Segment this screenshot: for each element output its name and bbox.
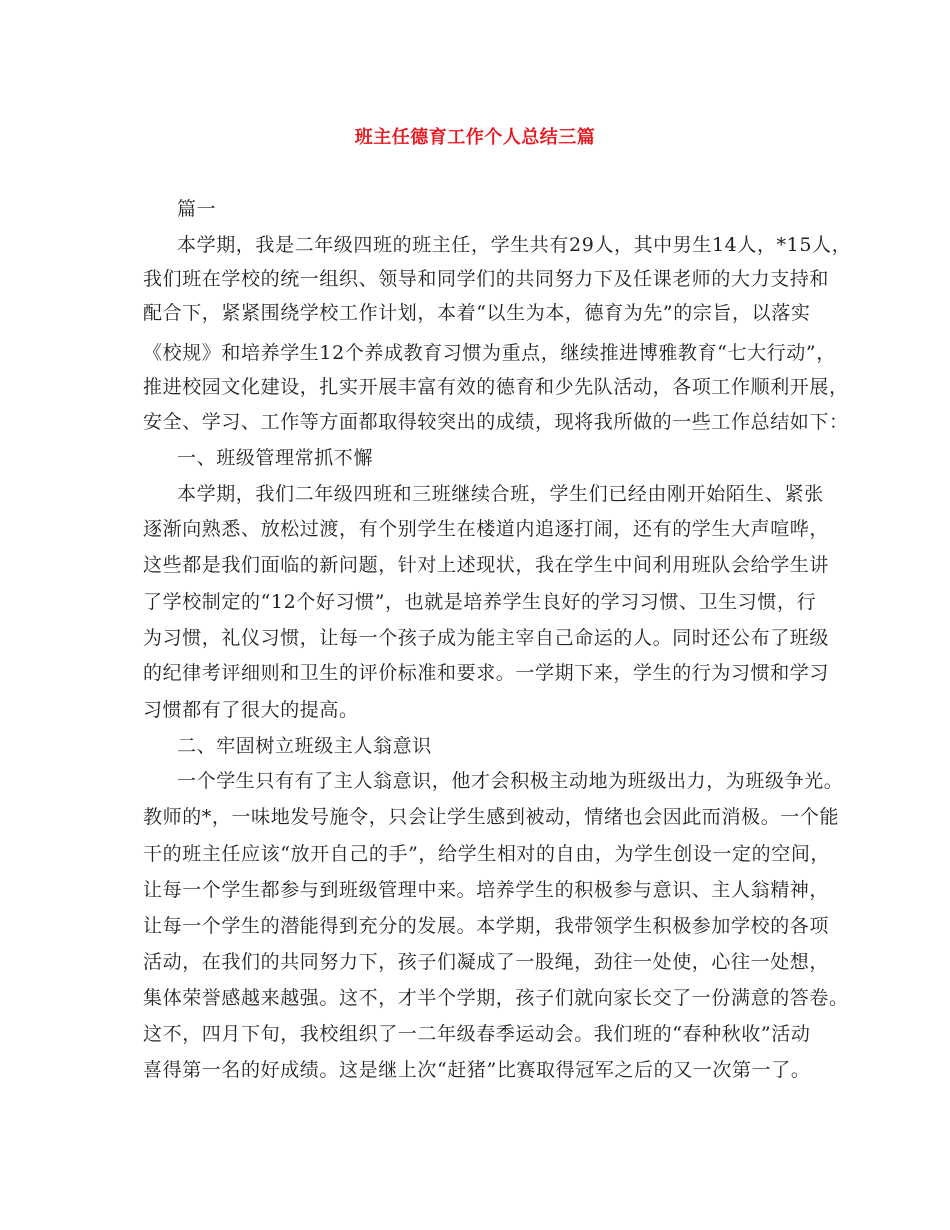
- paragraph-line: 本学期，我们二年级四班和三班继续合班，学生们已经由刚开始陌生、紧张: [177, 483, 824, 505]
- paragraph-line: 干的班主任应该“放开自己的手”，给学生相对的自由，为学生创设一定的空间，: [143, 843, 831, 865]
- section-heading: 一、班级管理常抓不懈: [177, 447, 374, 469]
- paragraph-line: 的纪律考评细则和卫生的评价标准和要求。一学期下来，学生的行为习惯和学习: [143, 662, 830, 684]
- paragraph-line: 习惯都有了很大的提高。: [143, 699, 359, 721]
- paragraph-line: 喜得第一名的好成绩。这是继上次“赶猪”比赛取得冠军之后的又一次第一了。: [143, 1059, 811, 1081]
- section-heading: 二、牢固树立班级主人翁意识: [177, 735, 432, 757]
- paragraph-line: 这些都是我们面临的新问题，针对上述现状，我在学生中间利用班队会给学生讲: [143, 554, 830, 576]
- paragraph-line: 逐渐向熟悉、放松过渡，有个别学生在楼道内追逐打闹，还有的学生大声喧哗，: [143, 518, 830, 540]
- section-heading-part-one: 篇一: [177, 198, 217, 220]
- paragraph-line: 一个学生只有有了主人翁意识，他才会积极主动地为班级出力，为班级争光。: [177, 770, 844, 792]
- paragraph-line: 本学期，我是二年级四班的班主任，学生共有29人，其中男生14人，*15人，: [177, 234, 852, 256]
- document-title: 班主任德育工作个人总结三篇: [354, 127, 596, 148]
- paragraph-line: 集体荣誉感越来越强。这不，才半个学期，孩子们就向家长交了一份满意的答卷。: [143, 987, 849, 1009]
- paragraph-line: 这不，四月下旬，我校组织了一二年级春季运动会。我们班的“春种秋收”活动: [143, 1023, 811, 1045]
- paragraph-line: 为习惯，礼仪习惯，让每一个孩子成为能主宰自己命运的人。同时还公布了班级: [143, 627, 830, 649]
- paragraph-line: 《校规》和培养学生12个养成教育习惯为重点，继续推进博雅教育“七大行动”，: [143, 342, 836, 364]
- paragraph-line: 我们班在学校的统一组织、领导和同学们的共同努力下及任课老师的大力支持和: [143, 268, 830, 290]
- paragraph-line: 配合下，紧紧围绕学校工作计划，本着“以生为本，德育为先”的宗旨，以落实: [143, 302, 811, 324]
- paragraph-line: 活动，在我们的共同努力下，孩子们凝成了一股绳，劲往一处使，心往一处想，: [143, 951, 830, 973]
- paragraph-line: 推进校园文化建设，扎实开展丰富有效的德育和少先队活动，各项工作顺利开展，: [143, 376, 849, 398]
- paragraph-line: 让每一个学生的潜能得到充分的发展。本学期，我带领学生积极参加学校的各项: [143, 915, 830, 937]
- paragraph-line: 了学校制定的“12个好习惯”，也就是培养学生良好的学习习惯、卫生习惯，行: [143, 591, 817, 613]
- paragraph-line: 让每一个学生都参与到班级管理中来。培养学生的积极参与意识、主人翁精神，: [143, 879, 830, 901]
- paragraph-line: 安全、学习、工作等方面都取得较突出的成绩，现将我所做的一些工作总结如下：: [143, 411, 849, 433]
- paragraph-line: 教师的*，一味地发号施令，只会让学生感到被动，情绪也会因此而消极。一个能: [143, 806, 840, 828]
